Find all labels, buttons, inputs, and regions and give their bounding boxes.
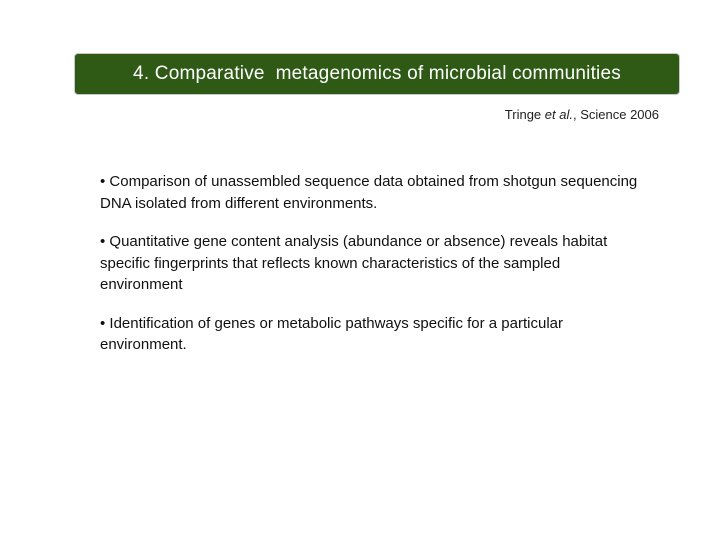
slide-title: 4. Comparative metagenomics of microbial communities bbox=[133, 63, 621, 84]
bullet-item: • Comparison of unassembled sequence data obtained from shotgun sequencing DNA isolated from different environments. bbox=[100, 173, 638, 212]
bullet-list bbox=[100, 171, 640, 373]
citation-authors: Tringe bbox=[504, 107, 542, 122]
citation-source: , Science 2006 bbox=[572, 107, 659, 122]
bullet-item: • Quantitative gene content analysis (abundance or absence) reveals habitat specific fingerprints that reflects known characteristics of the sampled environment bbox=[100, 233, 608, 293]
citation-et-al: et al. bbox=[544, 107, 573, 122]
title-banner bbox=[74, 53, 680, 95]
bullet-item: • Identification of genes or metabolic pathways specific for a particular environment. bbox=[100, 314, 563, 353]
citation bbox=[505, 107, 659, 122]
